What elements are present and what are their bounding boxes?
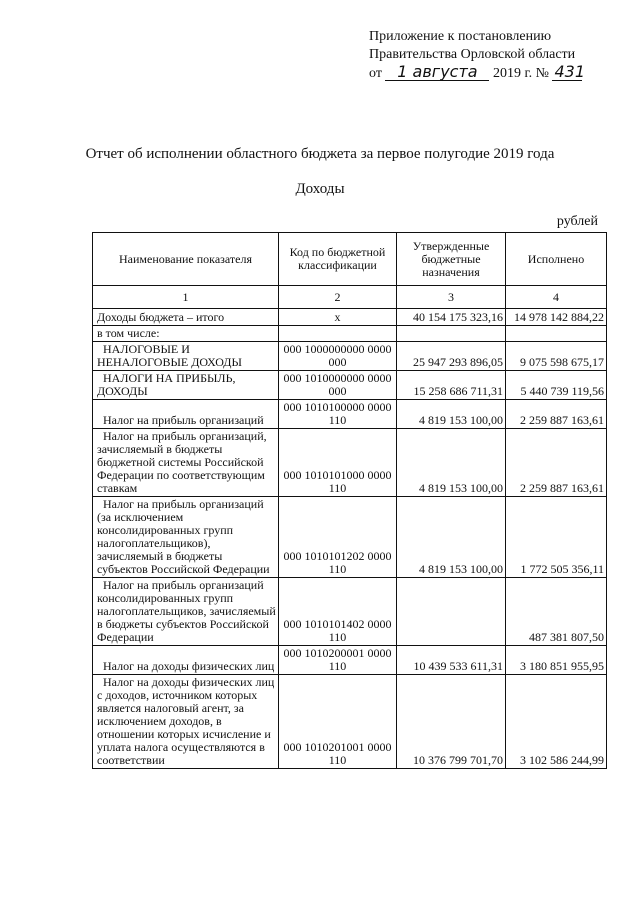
row-name: в том числе:: [93, 326, 279, 342]
row-plan: [397, 578, 506, 646]
row-done: 2 259 887 163,61: [506, 429, 607, 497]
row-done: 3 102 586 244,99: [506, 675, 607, 769]
table-row: [93, 675, 607, 769]
section-title: Доходы: [295, 181, 345, 197]
handwritten-number: 431: [554, 62, 586, 81]
row-plan: 10 376 799 701,70: [397, 675, 506, 769]
row-code: 000 1010200001 0000 110: [279, 646, 397, 675]
row-done: 3 180 851 955,95: [506, 646, 607, 675]
header-line-1: Приложение к постановлению: [369, 29, 552, 44]
row-plan: 4 819 153 100,00: [397, 497, 506, 578]
row-name: Доходы бюджета – итого: [93, 309, 279, 326]
column-number: 4: [506, 286, 607, 309]
report-title: Отчет об исполнении областного бюджета за первое полугодие 2019 года: [85, 146, 555, 162]
row-code: [279, 326, 397, 342]
header-done: Исполнено: [506, 233, 607, 286]
document-header: [369, 28, 609, 83]
header-plan: Утвержденные бюджетные назначения: [397, 233, 506, 286]
column-number-row: [93, 286, 607, 309]
row-plan: 40 154 175 323,16: [397, 309, 506, 326]
row-code: 000 1010101000 0000 110: [279, 429, 397, 497]
header-line-3: [369, 64, 609, 83]
row-name: Налог на доходы физических лиц: [93, 646, 279, 675]
header-code: Код по бюджетной классификации: [279, 233, 397, 286]
row-done: 1 772 505 356,11: [506, 497, 607, 578]
header-name: Наименование показателя: [93, 233, 279, 286]
row-name: НАЛОГОВЫЕ И НЕНАЛОГОВЫЕ ДОХОДЫ: [93, 342, 279, 371]
table-row: [93, 400, 607, 429]
column-number: 1: [93, 286, 279, 309]
unit-label: рублей: [556, 214, 598, 229]
row-plan: [397, 326, 506, 342]
table-row: [93, 371, 607, 400]
table-row: [93, 342, 607, 371]
from-label: от: [369, 66, 382, 81]
row-name: Налог на прибыль организаций, зачисляемый в бюджеты бюджетной системы Российской Федерации по соответствующим ставкам: [93, 429, 279, 497]
year-text: 2019 г. №: [492, 66, 549, 81]
row-code: x: [279, 309, 397, 326]
row-name: Налог на доходы физических лиц с доходов, источником которых является налоговый агент, за исключением доходов, в отношении которых исчисление и уплата налога осуществляются в соответствии: [93, 675, 279, 769]
row-done: 9 075 598 675,17: [506, 342, 607, 371]
row-done: 14 978 142 884,22: [506, 309, 607, 326]
row-done: 487 381 807,50: [506, 578, 607, 646]
table-header-row: [93, 233, 607, 286]
header-line-2: Правительства Орловской области: [369, 47, 576, 62]
table-row: [93, 326, 607, 342]
row-code: 000 1000000000 0000 000: [279, 342, 397, 371]
row-plan: 4 819 153 100,00: [397, 429, 506, 497]
table-row: [93, 429, 607, 497]
row-name: НАЛОГИ НА ПРИБЫЛЬ, ДОХОДЫ: [93, 371, 279, 400]
row-code: 000 1010101202 0000 110: [279, 497, 397, 578]
table-row: [93, 646, 607, 675]
row-plan: 10 439 533 611,31: [397, 646, 506, 675]
row-name: Налог на прибыль организаций консолидированных групп налогоплательщиков, зачисляемый в бюджеты субъектов Российской Федерации: [93, 578, 279, 646]
table-row: [93, 578, 607, 646]
row-done: 2 259 887 163,61: [506, 400, 607, 429]
row-code: 000 1010000000 0000 000: [279, 371, 397, 400]
row-code: 000 1010101402 0000 110: [279, 578, 397, 646]
row-name: Налог на прибыль организаций: [93, 400, 279, 429]
row-done: [506, 326, 607, 342]
column-number: 2: [279, 286, 397, 309]
row-plan: 25 947 293 896,05: [397, 342, 506, 371]
table-row: [93, 309, 607, 326]
row-plan: 15 258 686 711,31: [397, 371, 506, 400]
column-number: 3: [397, 286, 506, 309]
handwritten-date: 1 августа: [385, 64, 489, 81]
table-row: [93, 497, 607, 578]
row-plan: 4 819 153 100,00: [397, 400, 506, 429]
row-code: 000 1010201001 0000 110: [279, 675, 397, 769]
row-name: Налог на прибыль организаций (за исключением консолидированных групп налогоплательщиков), зачисляемый в бюджеты субъектов Российской Федерации: [93, 497, 279, 578]
row-done: 5 440 739 119,56: [506, 371, 607, 400]
income-table: [92, 232, 607, 769]
row-code: 000 1010100000 0000 110: [279, 400, 397, 429]
